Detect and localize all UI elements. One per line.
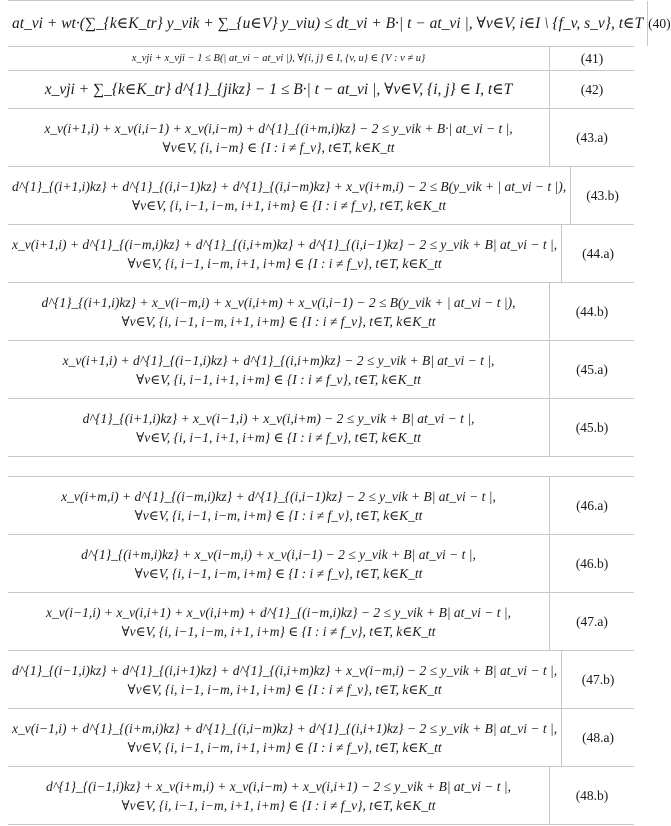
- equation-body: [8, 225, 561, 282]
- equation-line: x_v(i−1,i) + d^{1}_{(i+m,i)kz} + d^{1}_{(i,i−m)kz} + d^{1}_{(i,i+1)kz} − 2 ≤ y_vik + B| at_vi − t |,: [12, 720, 558, 736]
- equation-number: (46.b): [549, 535, 634, 592]
- equation-row: [8, 651, 634, 709]
- equation-body: [8, 593, 549, 650]
- equation-row: [8, 477, 634, 535]
- equation-row: [8, 535, 634, 593]
- equation-number: (47.b): [561, 651, 634, 708]
- equation-line: x_v(i+1,i) + x_v(i,i−1) + x_v(i,i−m) + d^{1}_{(i+m,i)kz} − 2 ≤ y_vik + B·| at_vi − t |,: [44, 120, 513, 136]
- equation-line: ∀v∈V, {i, i−1, i−m, i+1, i+m} ∈ {I : i ≠ f_v}, t∈T, k∈K_tt: [132, 197, 447, 213]
- equation-line: d^{1}_{(i+1,i)kz} + x_v(i−m,i) + x_v(i,i+m) + x_v(i,i−1) − 2 ≤ B(y_vik + | at_vi − t |),: [41, 294, 516, 310]
- equation-number: (43.a): [549, 109, 634, 166]
- equation-line: x_v(i+m,i) + d^{1}_{(i−m,i)kz} + d^{1}_{(i,i−1)kz} − 2 ≤ y_vik + B| at_vi − t |,: [61, 488, 496, 504]
- equation-body: [8, 399, 549, 456]
- equation-row: [8, 47, 634, 71]
- equation-row: [8, 399, 634, 457]
- equation-body: [8, 767, 549, 824]
- equation-row: [8, 71, 634, 109]
- equation-number: (44.a): [561, 225, 634, 282]
- equation-line: x_vji + ∑_{k∈K_tr} d^{1}_{jikz} − 1 ≤ B·| t − at_vi |, ∀v∈V, {i, j} ∈ I, t∈T: [44, 81, 513, 98]
- equation-line: ∀v∈V, {i, i−1, i−m, i+1, i+m} ∈ {I : i ≠ f_v}, t∈T, k∈K_tt: [127, 681, 442, 697]
- equation-number: (42): [549, 71, 634, 108]
- equation-line: d^{1}_{(i+1,i)kz} + d^{1}_{(i,i−1)kz} + d^{1}_{(i,i−m)kz} + x_v(i+m,i) − 2 ≤ B(y_vik + | at_vi − t |),: [12, 178, 567, 194]
- equation-line: ∀v∈V, {i, i−1, i−m, i+1, i+m} ∈ {I : i ≠ f_v}, t∈T, k∈K_tt: [127, 739, 442, 755]
- equation-body: [8, 477, 549, 534]
- equation-body: [8, 709, 561, 766]
- equation-number: (46.a): [549, 477, 634, 534]
- equation-row: [8, 225, 634, 283]
- equation-line: d^{1}_{(i−1,i)kz} + x_v(i+m,i) + x_v(i,i−m) + x_v(i,i+1) − 2 ≤ y_vik + B| at_vi − t |,: [46, 778, 511, 794]
- equation-line: ∀v∈V, {i, i−1, i−m, i+1, i+m} ∈ {I : i ≠ f_v}, t∈T, k∈K_tt: [127, 255, 442, 271]
- equation-line: ∀v∈V, {i, i−1, i+1, i+m} ∈ {I : i ≠ f_v}, t∈T, k∈K_tt: [136, 371, 421, 387]
- equation-number: (41): [549, 47, 634, 70]
- equation-line: ∀v∈V, {i, i−1, i−m, i+1, i+m} ∈ {I : i ≠ f_v}, t∈T, k∈K_tt: [121, 623, 436, 639]
- equation-line: d^{1}_{(i+1,i)kz} + x_v(i−1,i) + x_v(i,i+m) − 2 ≤ y_vik + B| at_vi − t |,: [82, 410, 475, 426]
- equation-row: [8, 341, 634, 399]
- equation-row: [8, 593, 634, 651]
- equation-body: [8, 651, 561, 708]
- equation-body: [8, 535, 549, 592]
- equation-line: x_vji + x_vji − 1 ≤ B(| at_vi − at_vi |), ∀{i, j} ∈ I, {v, u} ∈ {V : v ≠ u}: [131, 53, 426, 64]
- equation-number: (45.a): [549, 341, 634, 398]
- equation-line: ∀v∈V, {i, i−1, i−m, i+m} ∈ {I : i ≠ f_v}, t∈T, k∈K_tt: [134, 565, 423, 581]
- equation-table-top: [8, 0, 671, 457]
- equation-number: (43.b): [570, 167, 634, 224]
- equation-number: (44.b): [549, 283, 634, 340]
- equation-body: [8, 167, 570, 224]
- equation-number: (48.b): [549, 767, 634, 824]
- equation-row: [8, 109, 634, 167]
- equation-line: d^{1}_{(i−1,i)kz} + d^{1}_{(i,i+1)kz} + d^{1}_{(i,i+m)kz} + x_v(i−m,i) − 2 ≤ y_vik + B| at_vi − t |,: [12, 662, 558, 678]
- equation-body: [8, 109, 549, 166]
- equation-line: x_v(i+1,i) + d^{1}_{(i−1,i)kz} + d^{1}_{(i,i+m)kz} − 2 ≤ y_vik + B| at_vi − t |,: [62, 352, 495, 368]
- equation-number: (40): [647, 1, 671, 46]
- table-gap: [0, 468, 640, 476]
- equation-table-bottom: [8, 476, 634, 825]
- equation-number: (48.a): [561, 709, 634, 766]
- equation-line: ∀v∈V, {i, i−1, i+1, i+m} ∈ {I : i ≠ f_v}, t∈T, k∈K_tt: [136, 429, 421, 445]
- equation-row: [8, 283, 634, 341]
- equation-body: [8, 47, 549, 70]
- equation-number: (45.b): [549, 399, 634, 456]
- equation-row: [8, 1, 671, 47]
- equation-line: ∀v∈V, {i, i−1, i−m, i+m} ∈ {I : i ≠ f_v}, t∈T, k∈K_tt: [134, 507, 423, 523]
- equation-line: d^{1}_{(i+m,i)kz} + x_v(i−m,i) + x_v(i,i−1) − 2 ≤ y_vik + B| at_vi − t |,: [81, 546, 476, 562]
- equation-number: (47.a): [549, 593, 634, 650]
- equation-line: ∀v∈V, {i, i−m} ∈ {I : i ≠ f_v}, t∈T, k∈K_tt: [162, 139, 395, 155]
- equation-line: x_v(i+1,i) + d^{1}_{(i−m,i)kz} + d^{1}_{(i,i+m)kz} + d^{1}_{(i,i−1)kz} − 2 ≤ y_vik + B| at_vi − t |,: [12, 236, 558, 252]
- equation-body: [8, 71, 549, 108]
- equation-line: x_v(i−1,i) + x_v(i,i+1) + x_v(i,i+m) + d^{1}_{(i−m,i)kz} − 2 ≤ y_vik + B| at_vi − t |,: [46, 604, 511, 620]
- equation-line: ∀v∈V, {i, i−1, i−m, i+1, i+m} ∈ {I : i ≠ f_v}, t∈T, k∈K_tt: [121, 797, 436, 813]
- equation-body: [8, 341, 549, 398]
- equation-row: [8, 767, 634, 825]
- equation-body: [8, 1, 647, 46]
- equation-line: ∀v∈V, {i, i−1, i−m, i+1, i+m} ∈ {I : i ≠ f_v}, t∈T, k∈K_tt: [121, 313, 436, 329]
- equation-body: [8, 283, 549, 340]
- equation-row: [8, 709, 634, 767]
- equation-line: at_vi + wt·(∑_{k∈K_tr} y_vik + ∑_{u∈V} y_viu) ≤ dt_vi + B·| t − at_vi |, ∀v∈V, i∈I \ {f_v, s_v}, t∈T: [12, 15, 644, 32]
- equation-row: [8, 167, 634, 225]
